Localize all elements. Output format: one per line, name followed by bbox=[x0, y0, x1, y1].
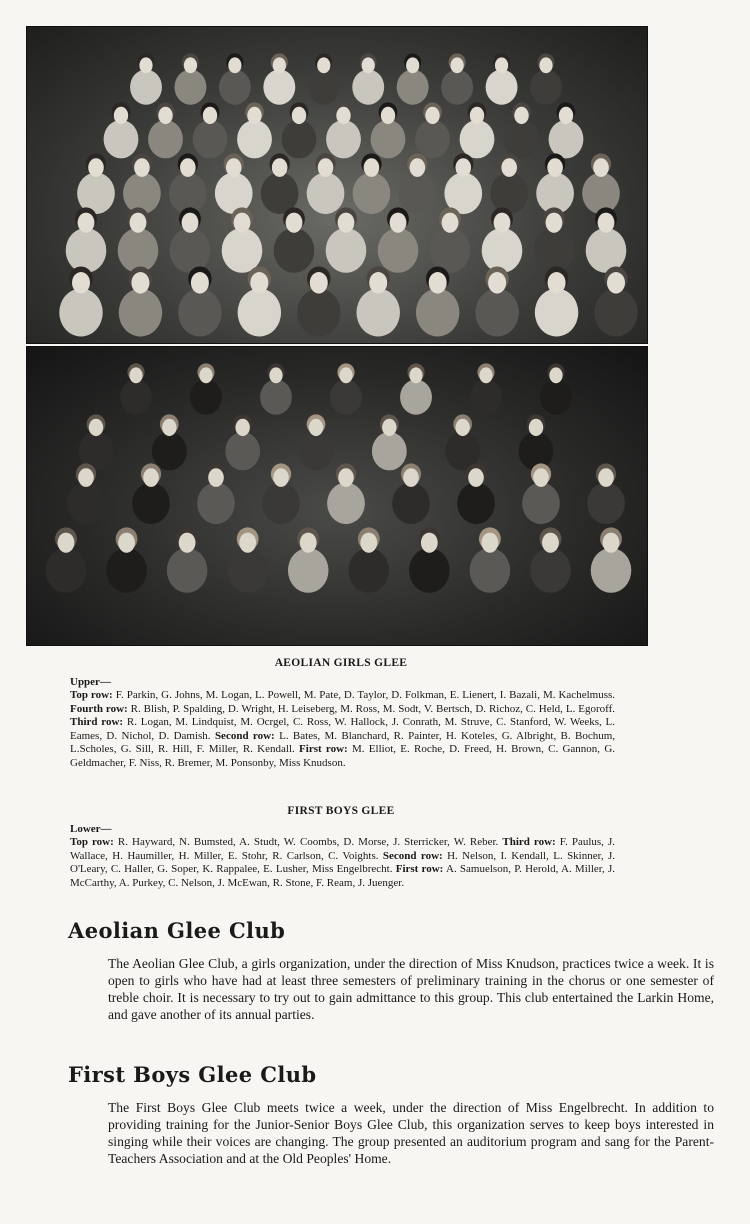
person-face bbox=[143, 468, 159, 487]
person-body bbox=[274, 228, 315, 273]
person-face bbox=[273, 468, 289, 487]
person-face bbox=[542, 533, 559, 553]
person-body bbox=[148, 120, 183, 158]
person-face bbox=[269, 367, 282, 383]
person-face bbox=[247, 107, 261, 124]
person-body bbox=[475, 289, 518, 337]
person-body bbox=[430, 228, 471, 273]
person-face bbox=[495, 57, 508, 73]
person-body bbox=[441, 70, 473, 105]
row-label: Second row: bbox=[382, 849, 443, 862]
person-body bbox=[534, 228, 575, 273]
person-body bbox=[263, 70, 295, 105]
person-face bbox=[158, 107, 172, 124]
person-body bbox=[409, 548, 450, 593]
person-face bbox=[559, 107, 573, 124]
person-face bbox=[598, 468, 614, 487]
person-face bbox=[429, 272, 447, 294]
person-body bbox=[519, 432, 554, 470]
person-body bbox=[594, 289, 638, 337]
person-face bbox=[309, 419, 323, 436]
person-body bbox=[119, 289, 163, 337]
person-body bbox=[178, 289, 222, 337]
row-label: Top row: bbox=[70, 689, 113, 701]
aeolian-heading: Aeolian Glee Club bbox=[68, 918, 286, 943]
person-face bbox=[470, 107, 484, 124]
person-face bbox=[339, 367, 352, 383]
girls-glee-figures bbox=[26, 26, 648, 344]
person-face bbox=[364, 158, 380, 177]
person-face bbox=[234, 213, 251, 233]
person-body bbox=[327, 483, 365, 525]
person-face bbox=[338, 213, 355, 233]
person-body bbox=[123, 173, 161, 215]
person-body bbox=[352, 70, 384, 105]
row-label: First row: bbox=[395, 863, 444, 876]
person-body bbox=[307, 173, 345, 215]
person-body bbox=[227, 548, 268, 593]
person-face bbox=[273, 57, 286, 73]
person-face bbox=[184, 57, 197, 73]
person-body bbox=[46, 548, 87, 593]
person-face bbox=[603, 533, 620, 553]
row-label: Top row: bbox=[70, 836, 114, 848]
person-body bbox=[522, 483, 560, 525]
person-face bbox=[300, 533, 317, 553]
person-face bbox=[162, 419, 176, 436]
person-body bbox=[356, 289, 400, 337]
person-face bbox=[410, 158, 426, 177]
person-face bbox=[403, 468, 419, 487]
row-label: First row: bbox=[299, 743, 348, 756]
person-body bbox=[353, 173, 391, 215]
person-body bbox=[530, 70, 562, 105]
person-face bbox=[114, 107, 128, 124]
person-body bbox=[190, 380, 222, 415]
person-face bbox=[514, 107, 528, 124]
person-body bbox=[415, 120, 450, 158]
person-face bbox=[72, 272, 90, 294]
person-face bbox=[455, 419, 469, 436]
person-body bbox=[262, 483, 300, 525]
person-body bbox=[326, 228, 367, 273]
person-body bbox=[299, 432, 334, 470]
row-names: H. Nelson, I. Kendall, L. Skinner, J. O'Leary, C. Haller, G. Soper, K. Rappalee, E. Lusher, Miss Engelbrecht. bbox=[70, 849, 616, 876]
person-face bbox=[208, 468, 224, 487]
person-body bbox=[106, 548, 147, 593]
boys-paragraph: The First Boys Glee Club meets twice a week, under the direction of Miss Engelbrecht. In addition to providing training for the Junior-Senior Boys Glee Club, this organization serves to keep boys interested in singing while their voices are changing. The group presented an auditorium program and sang for the Parent-Teachers Association and at the Old Peoples' Home. bbox=[108, 1100, 714, 1166]
person-body bbox=[348, 548, 389, 593]
person-face bbox=[139, 57, 152, 73]
person-face bbox=[409, 367, 422, 383]
person-face bbox=[381, 107, 395, 124]
person-face bbox=[58, 533, 75, 553]
aeolian-caption-body bbox=[70, 689, 615, 771]
person-body bbox=[540, 380, 572, 415]
boys-glee-figures bbox=[26, 346, 648, 646]
person-face bbox=[369, 272, 387, 294]
person-body bbox=[197, 483, 235, 525]
person-body bbox=[282, 120, 317, 158]
person-body bbox=[504, 120, 539, 158]
person-face bbox=[455, 158, 471, 177]
aeolian-position-label: Upper— bbox=[70, 676, 111, 688]
person-body bbox=[460, 120, 495, 158]
person-body bbox=[67, 483, 105, 525]
person-body bbox=[222, 228, 263, 273]
row-names: A. Samuelson, P. Herold, A. Miller, J. McCarthy, A. Purkey, C. Nelson, J. McEwan, R. Stone, F. Ream, J. Juenger. bbox=[70, 863, 615, 889]
boys-heading: First Boys Glee Club bbox=[68, 1062, 317, 1087]
person-body bbox=[399, 173, 437, 215]
person-body bbox=[470, 548, 511, 593]
row-names: L. Bates, M. Blanchard, R. Painter, H. Koteles, G. Albright, B. Bochum, L.Scholes, G. Sill, R. Hill, F. Miller, R. Kendall. bbox=[70, 729, 616, 756]
person-body bbox=[549, 120, 584, 158]
person-body bbox=[104, 120, 139, 158]
person-face bbox=[338, 468, 354, 487]
boys-position-label: Lower— bbox=[70, 823, 112, 835]
aeolian-caption-title: AEOLIAN GIRLS GLEE bbox=[274, 657, 408, 669]
aeolian-paragraph: The Aeolian Glee Club, a girls organization, under the direction of Miss Knudson, practices twice a week. It is open to girls who have had at least three semesters of preliminary training in the chorus or one semester of treble choir. It is necessary to try out to gain admittance to this group. This club entertained the Larkin Home, and gave another of its annual parties. bbox=[108, 956, 714, 1022]
person-face bbox=[479, 367, 492, 383]
person-face bbox=[546, 213, 563, 233]
person-body bbox=[586, 228, 627, 273]
person-face bbox=[607, 272, 625, 294]
person-body bbox=[260, 380, 292, 415]
person-body bbox=[486, 70, 518, 105]
person-face bbox=[442, 213, 459, 233]
person-body bbox=[167, 548, 208, 593]
person-face bbox=[549, 367, 562, 383]
person-body bbox=[118, 228, 159, 273]
person-body bbox=[225, 432, 260, 470]
person-face bbox=[318, 158, 334, 177]
person-face bbox=[191, 272, 209, 294]
person-face bbox=[199, 367, 212, 383]
person-body bbox=[132, 483, 170, 525]
person-face bbox=[548, 272, 566, 294]
person-body bbox=[416, 289, 460, 337]
person-body bbox=[378, 228, 419, 273]
boys-glee-photo bbox=[26, 346, 648, 646]
person-face bbox=[89, 419, 103, 436]
person-face bbox=[406, 57, 419, 73]
person-body bbox=[371, 120, 406, 158]
person-body bbox=[120, 380, 152, 415]
person-body bbox=[174, 70, 206, 105]
person-face bbox=[250, 272, 268, 294]
person-body bbox=[397, 70, 429, 105]
person-face bbox=[78, 468, 94, 487]
person-face bbox=[226, 158, 242, 177]
row-names: M. Elliot, E. Roche, D. Freed, H. Brown, C. Gannon, G. Geldmacher, F. Niss, R. Bremer, M. Ponsonby, Miss Knudson. bbox=[70, 743, 616, 769]
person-face bbox=[134, 158, 150, 177]
person-face bbox=[179, 533, 196, 553]
person-face bbox=[336, 107, 350, 124]
row-names: R. Hayward, N. Bumsted, A. Studt, W. Coombs, D. Morse, J. Sterricker, W. Reber. bbox=[117, 836, 499, 848]
person-body bbox=[288, 548, 329, 593]
person-face bbox=[362, 57, 375, 73]
person-body bbox=[400, 380, 432, 415]
person-face bbox=[129, 367, 142, 383]
person-body bbox=[297, 289, 341, 337]
person-face bbox=[317, 57, 330, 73]
person-body bbox=[330, 380, 362, 415]
person-body bbox=[587, 483, 625, 525]
person-body bbox=[591, 548, 632, 593]
person-body bbox=[130, 70, 162, 105]
person-body bbox=[372, 432, 407, 470]
person-face bbox=[272, 158, 288, 177]
person-body bbox=[482, 228, 523, 273]
row-names: R. Blish, P. Spalding, D. Wright, H. Leiseberg, M. Ross, M. Sodt, V. Bertsch, D. Richoz, C. Held, L. Egoroff. bbox=[130, 702, 616, 715]
person-body bbox=[582, 173, 620, 215]
person-face bbox=[228, 57, 241, 73]
person-body bbox=[535, 289, 579, 337]
person-face bbox=[360, 533, 377, 553]
person-body bbox=[238, 289, 281, 337]
person-face bbox=[203, 107, 217, 124]
person-face bbox=[425, 107, 439, 124]
person-body bbox=[152, 432, 187, 470]
person-face bbox=[481, 533, 498, 553]
person-body bbox=[66, 228, 107, 273]
person-face bbox=[78, 213, 95, 233]
person-body bbox=[215, 173, 253, 215]
boys-caption-body bbox=[70, 836, 615, 890]
person-face bbox=[529, 419, 543, 436]
person-face bbox=[547, 158, 563, 177]
person-body bbox=[470, 380, 502, 415]
person-face bbox=[235, 419, 249, 436]
person-face bbox=[239, 533, 256, 553]
person-face bbox=[501, 158, 517, 177]
person-face bbox=[593, 158, 609, 177]
person-face bbox=[118, 533, 135, 553]
person-body bbox=[490, 173, 528, 215]
person-face bbox=[494, 213, 511, 233]
row-label: Third row: bbox=[502, 836, 556, 848]
person-face bbox=[292, 107, 306, 124]
person-body bbox=[308, 70, 340, 105]
row-label: Third row: bbox=[70, 716, 124, 729]
person-face bbox=[488, 272, 506, 294]
person-face bbox=[598, 213, 615, 233]
person-face bbox=[180, 158, 196, 177]
person-face bbox=[390, 213, 407, 233]
girls-glee-photo bbox=[26, 26, 648, 344]
person-face bbox=[182, 213, 199, 233]
boys-caption-title: FIRST BOYS GLEE bbox=[287, 805, 395, 817]
person-face bbox=[451, 57, 464, 73]
person-face bbox=[131, 272, 149, 294]
person-face bbox=[421, 533, 438, 553]
person-body bbox=[77, 173, 115, 215]
person-face bbox=[310, 272, 328, 294]
person-body bbox=[392, 483, 430, 525]
row-names: R. Logan, M. Lindquist, M. Ocrgel, C. Ross, W. Hallock, J. Conrath, M. Struve, C. Stanford, W. Weeks, L. Eames, D. Nichol, D. Damish. bbox=[70, 716, 615, 742]
person-body bbox=[170, 228, 211, 273]
row-names: F. Paulus, J. Wallace, H. Haumiller, H. Miller, E. Stohr, R. Carlson, C. Voights. bbox=[70, 836, 615, 862]
person-body bbox=[457, 483, 495, 525]
person-body bbox=[237, 120, 272, 158]
person-face bbox=[286, 213, 303, 233]
person-face bbox=[382, 419, 396, 436]
row-label: Second row: bbox=[214, 729, 275, 742]
person-face bbox=[88, 158, 104, 177]
person-body bbox=[59, 289, 103, 337]
person-body bbox=[326, 120, 361, 158]
person-body bbox=[530, 548, 571, 593]
person-body bbox=[219, 70, 251, 105]
row-names: F. Parkin, G. Johns, M. Logan, L. Powell, M. Pate, D. Taylor, D. Folkman, E. Lienert, I. Bazali, M. Kachelmuss. bbox=[115, 689, 616, 701]
person-face bbox=[533, 468, 549, 487]
row-label: Fourth row: bbox=[70, 702, 128, 715]
person-face bbox=[539, 57, 552, 73]
person-face bbox=[130, 213, 147, 233]
person-body bbox=[193, 120, 228, 158]
person-face bbox=[468, 468, 484, 487]
